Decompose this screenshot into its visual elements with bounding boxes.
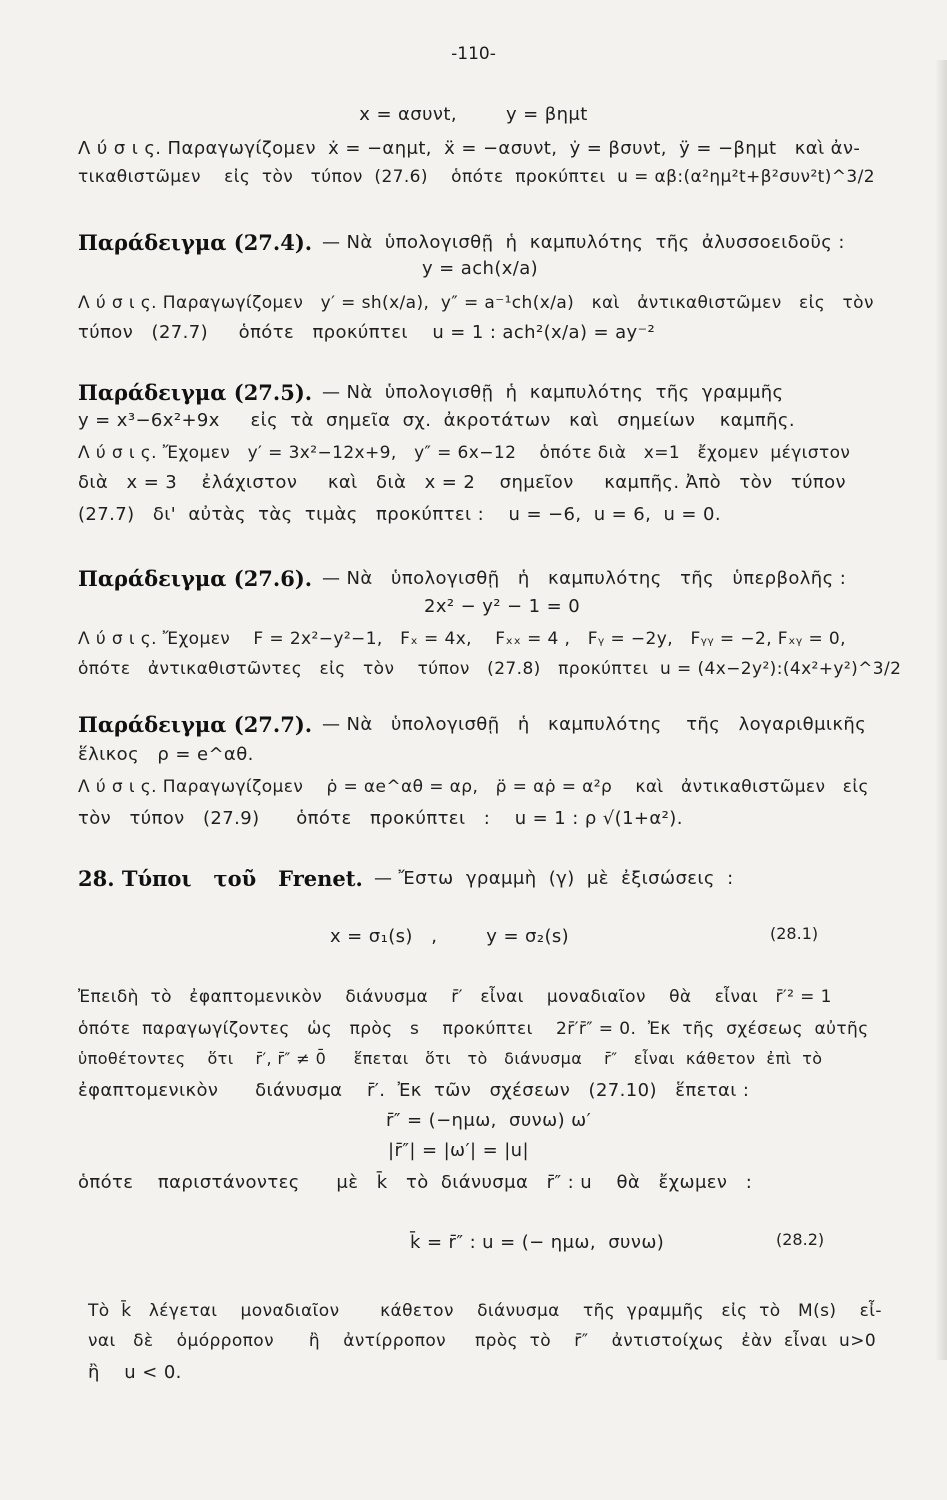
equation-line: 2x² − y² − 1 = 0 — [424, 596, 581, 617]
text-line: ναι δὲ ὁμόρροπον ἢ ἀντίρροπον πρὸς τὸ r̄″ ἀντιστοίχως ἐὰν εἶναι u>0 — [88, 1331, 877, 1351]
example-heading-text: — Νὰ ὑπολογισθῇ ἡ καμπυλότης τῆς λογαριθμικῆς — [322, 714, 867, 735]
text-line: ἕλικος ρ = e^αθ. — [78, 744, 254, 765]
equation-line: |r̄″| = |ω′| = |u| — [388, 1140, 529, 1161]
example-heading: Παράδειγμα (27.7). — [78, 712, 313, 737]
text-line: ἢ u < 0. — [88, 1362, 182, 1383]
text-line: Λ ύ σ ι ς. Παραγωγίζομεν y′ = sh(x/a), y″ = a⁻¹ch(x/a) καὶ ἀντικαθιστῶμεν εἰς τὸν — [78, 293, 874, 313]
section-heading: 28. Τύποι τοῦ Frenet. — [78, 866, 363, 891]
equation-number: (28.2) — [776, 1230, 825, 1249]
text-line: ὑποθέτοντες ὅτι r̄′, r̄″ ≠ 0̄ ἕπεται ὅτι τὸ διάνυσμα r̄″ εἶναι κάθετον ἐπὶ τὸ — [78, 1049, 823, 1068]
text-line: Λ ύ σ ι ς. Ἔχομεν F = 2x²−y²−1, Fₓ = 4x, Fₓₓ = 4 , Fᵧ = −2y, Fᵧᵧ = −2, Fₓᵧ = 0, — [78, 629, 846, 649]
text-line: y = x³−6x²+9x εἰς τὰ σημεῖα σχ. ἀκροτάτων καὶ σημείων καμπῆς. — [78, 410, 796, 431]
text-line: Ἐπειδὴ τὸ ἐφαπτομενικὸν διάνυσμα r̄′ εἶναι μοναδιαῖον θὰ εἶναι r̄′² = 1 — [78, 987, 832, 1007]
equation-line: x = σ₁(s) , y = σ₂(s) — [330, 926, 570, 947]
equation-line: r̄″ = (−ημω, συνω) ω′ — [386, 1110, 592, 1131]
text-line: ὁπότε ἀντικαθιστῶντες εἰς τὸν τύπον (27.8) προκύπτει u = (4x−2y²):(4x²+y²)^3/2 — [78, 659, 902, 679]
text-line: τὸν τύπον (27.9) ὁπότε προκύπτει : u = 1 : ρ √(1+α²). — [78, 808, 683, 829]
example-heading-text: — Νὰ ὑπολογισθῇ ἡ καμπυλότης τῆς γραμμῆς — [322, 382, 784, 403]
example-heading-text: — Νὰ ὑπολογισθῇ ἡ καμπυλότης τῆς ἀλυσσοειδοῦς : — [322, 232, 845, 253]
text-line: (27.7) δι' αὐτὰς τὰς τιμὰς προκύπτει : u = −6, u = 6, u = 0. — [78, 504, 722, 525]
equation-number: (28.1) — [770, 924, 819, 943]
page-number: -110- — [451, 44, 496, 64]
equation-line: k̄ = r̄″ : u = (− ημω, συνω) — [410, 1232, 665, 1253]
equation-line: x = ασυνt, y = βημt — [359, 104, 588, 125]
text-line: Λ ύ σ ι ς. Ἔχομεν y′ = 3x²−12x+9, y″ = 6x−12 ὁπότε διὰ x=1 ἔχομεν μέγιστον — [78, 443, 851, 463]
text-line: διὰ x = 3 ἐλάχιστον καὶ διὰ x = 2 σημεῖον καμπῆς. Ἀπὸ τὸν τύπον — [78, 472, 846, 493]
text-line: Τὸ k̄ λέγεται μοναδιαῖον κάθετον διάνυσμα τῆς γραμμῆς εἰς τὸ M(s) εἶ- — [88, 1301, 882, 1321]
text-line: Λ ύ σ ι ς. Παραγωγίζομεν ẋ = −αημt, ẍ = −ασυνt, ẏ = βσυνt, ÿ = −βημt καὶ ἀν- — [78, 138, 861, 159]
example-heading: Παράδειγμα (27.4). — [78, 230, 313, 255]
text-line: τύπον (27.7) ὁπότε προκύπτει u = 1 : ach²(x/a) = ay⁻² — [78, 322, 656, 343]
equation-line: y = ach(x/a) — [422, 258, 539, 279]
text-line: ὁπότε παριστάνοντες μὲ k̄ τὸ διάνυσμα r̄″ : u θὰ ἔχωμεν : — [78, 1172, 753, 1193]
example-heading: Παράδειγμα (27.6). — [78, 566, 313, 591]
text-line: τικαθιστῶμεν εἰς τὸν τύπον (27.6) ὁπότε προκύπτει u = αβ:(α²ημ²t+β²συν²t)^3/2 — [78, 167, 875, 187]
section-heading-text: — Ἔστω γραμμὴ (γ) μὲ ἐξισώσεις : — [374, 868, 734, 889]
example-heading: Παράδειγμα (27.5). — [78, 380, 313, 405]
text-line: ἐφαπτομενικὸν διάνυσμα r̄′. Ἐκ τῶν σχέσεων (27.10) ἕπεται : — [78, 1080, 750, 1101]
text-line: Λ ύ σ ι ς. Παραγωγίζομεν ρ̇ = αe^αθ = αρ, ρ̈ = αρ̇ = α²ρ καὶ ἀντικαθιστῶμεν εἰς — [78, 777, 869, 797]
page-edge-shadow — [935, 60, 947, 1360]
text-line: ὁπότε παραγωγίζοντες ὡς πρὸς s προκύπτει 2r̄′r̄″ = 0. Ἐκ τῆς σχέσεως αὐτῆς — [78, 1019, 869, 1039]
example-heading-text: — Νὰ ὑπολογισθῇ ἡ καμπυλότης τῆς ὑπερβολῆς : — [322, 568, 847, 589]
